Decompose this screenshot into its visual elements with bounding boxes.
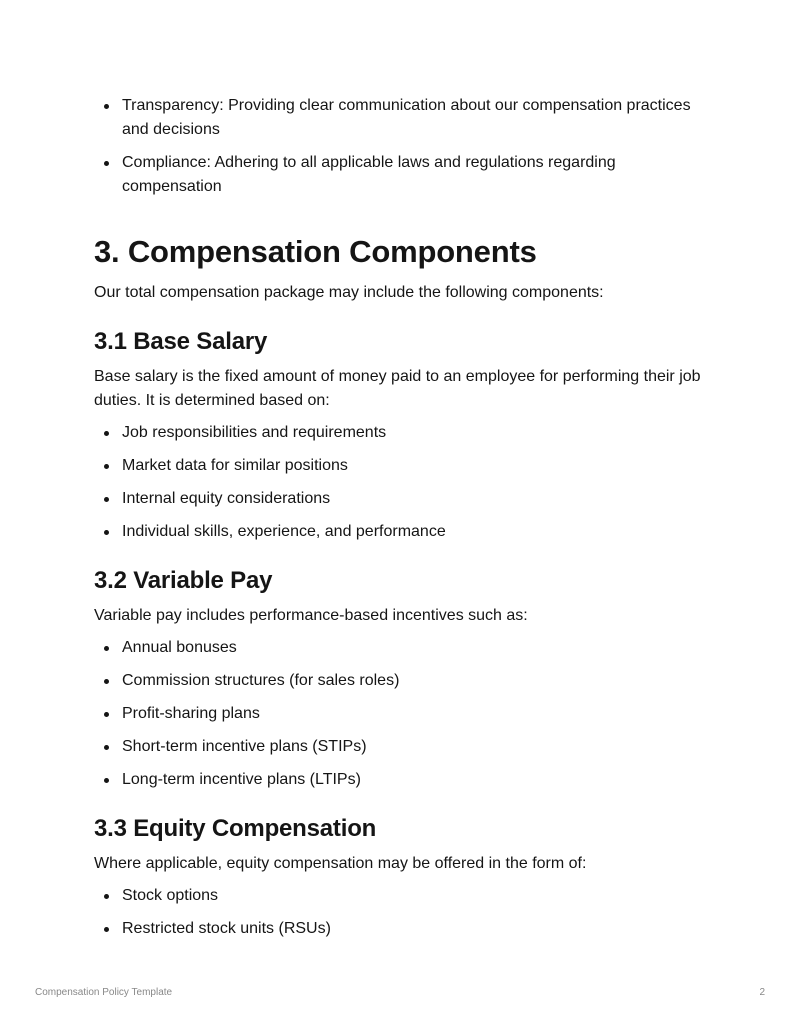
list-item: Market data for similar positions [94,454,714,478]
list-item: Individual skills, experience, and performance [94,520,714,544]
footer-page-number: 2 [759,987,765,998]
list-item: Annual bonuses [94,636,714,660]
base-salary-text: Base salary is the fixed amount of money paid to an employee for performing their job duties. It is determined based on: [94,368,701,409]
variable-pay-list [94,636,714,792]
intro-bullet-list [94,94,714,199]
list-item: Long-term incentive plans (LTIPs) [94,768,714,792]
list-item: Compliance: Adhering to all applicable laws and regulations regarding compensation [94,151,714,199]
base-salary-list [94,421,714,544]
document-body [94,94,714,950]
list-item: Internal equity considerations [94,487,714,511]
equity-list [94,884,714,941]
footer-document-title: Compensation Policy Template [35,987,173,998]
equity-text: Where applicable, equity compensation may be offered in the form of: [94,855,587,872]
section-heading: 3. Compensation Components [94,234,537,269]
list-item: Transparency: Providing clear communication about our compensation practices and decisions [94,94,714,142]
subsection-heading-equity: 3.3 Equity Compensation [94,815,377,842]
list-item: Restricted stock units (RSUs) [94,917,714,941]
subsection-heading-variable-pay: 3.2 Variable Pay [94,567,273,594]
list-item: Commission structures (for sales roles) [94,669,714,693]
list-item: Stock options [94,884,714,908]
section-intro: Our total compensation package may include the following components: [94,284,604,301]
list-item: Profit-sharing plans [94,702,714,726]
subsection-heading-base-salary: 3.1 Base Salary [94,328,268,355]
list-item: Short-term incentive plans (STIPs) [94,735,714,759]
variable-pay-text: Variable pay includes performance-based incentives such as: [94,607,528,624]
list-item: Job responsibilities and requirements [94,421,714,445]
